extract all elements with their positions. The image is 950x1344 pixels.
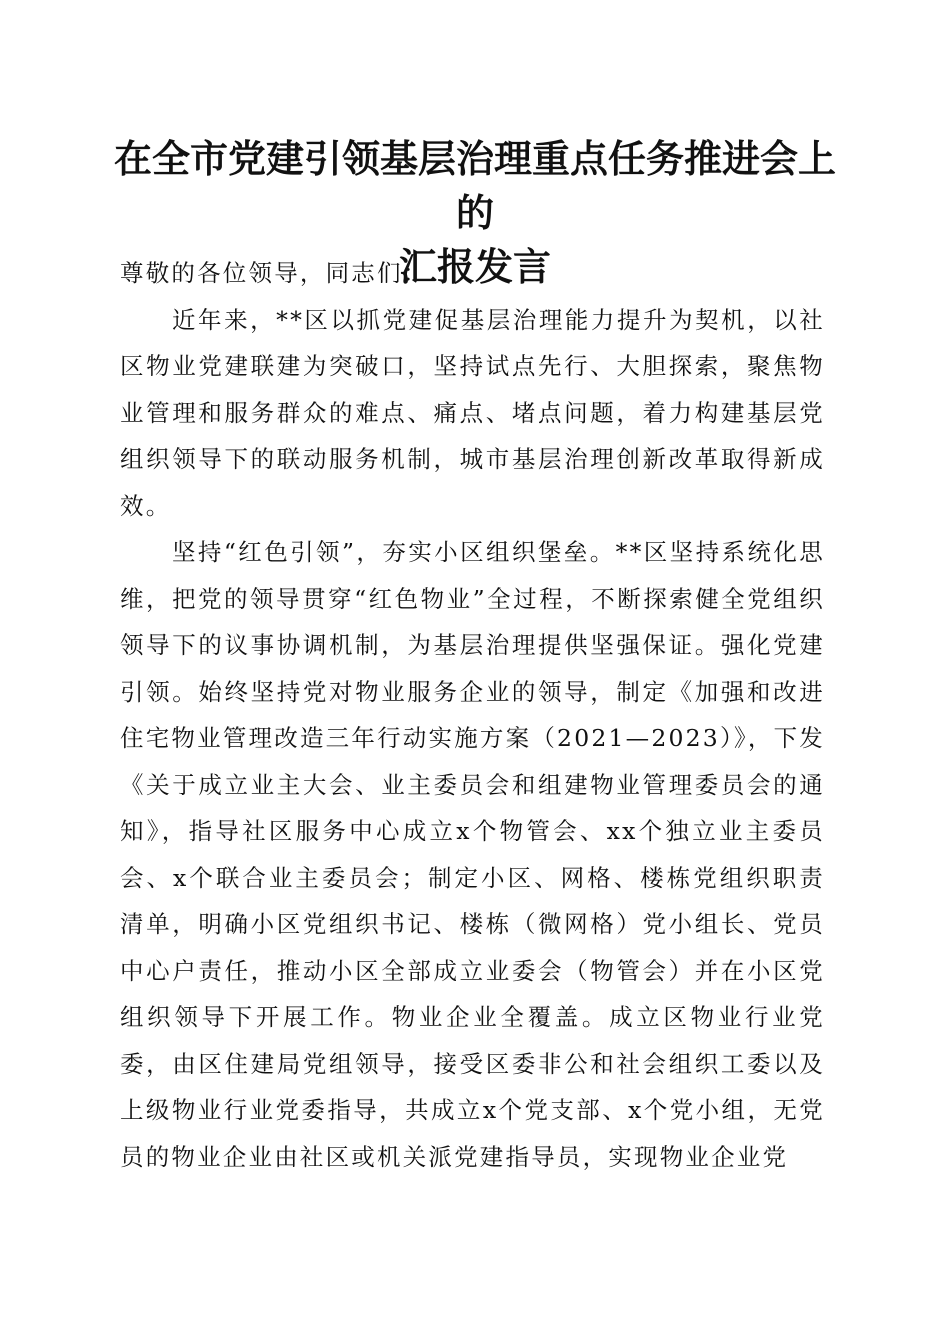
title-line-1: 在全市党建引领基层治理重点任务推进会上的: [113, 136, 836, 235]
paragraph-red-leadership: 坚持“红色引领”，夯实小区组织堡垒。**区坚持系统化思维，把党的领导贯穿“红色物业”全过程，不断探索健全党组织领导下的议事协调机制，为基层治理提供坚强保证。强化党建引领。始终坚持党对物业服务企业的领导，制定《加强和改进住宅物业管理改造三年行动实施方案（2021—2023）》，下发《关于成立业主大会、业主委员会和组建物业管理委员会的通知》，指导社区服务中心成立x个物管会、xx个独立业主委员会、x个联合业主委员会；制定小区、网格、楼栋党组织职责清单，明确小区党组织书记、楼栋（微网格）党小组长、党员中心户责任，推动小区全部成立业委会（物管会）并在小区党组织领导下开展工作。物业企业全覆盖。成立区物业行业党委，由区住建局党组领导，接受区委非公和社会组织工委以及上级物业行业党委指导，共成立x个党支部、x个党小组，无党员的物业企业由社区或机关派党建指导员，实现物业企业党: [120, 538, 825, 1171]
paragraph-intro: 近年来，**区以抓党建促基层治理能力提升为契机，以社区物业党建联建为突破口，坚持试点先行、大胆探索，聚焦物业管理和服务群众的难点、痛点、堵点问题，着力构建基层党组织领导下的联动服务机制，城市基层治理创新改革取得新成效。: [120, 305, 825, 520]
title-line-2: 汇报发言: [398, 244, 551, 289]
salutation: 尊敬的各位领导，同志们：: [120, 259, 429, 287]
document-body: [120, 250, 825, 1180]
